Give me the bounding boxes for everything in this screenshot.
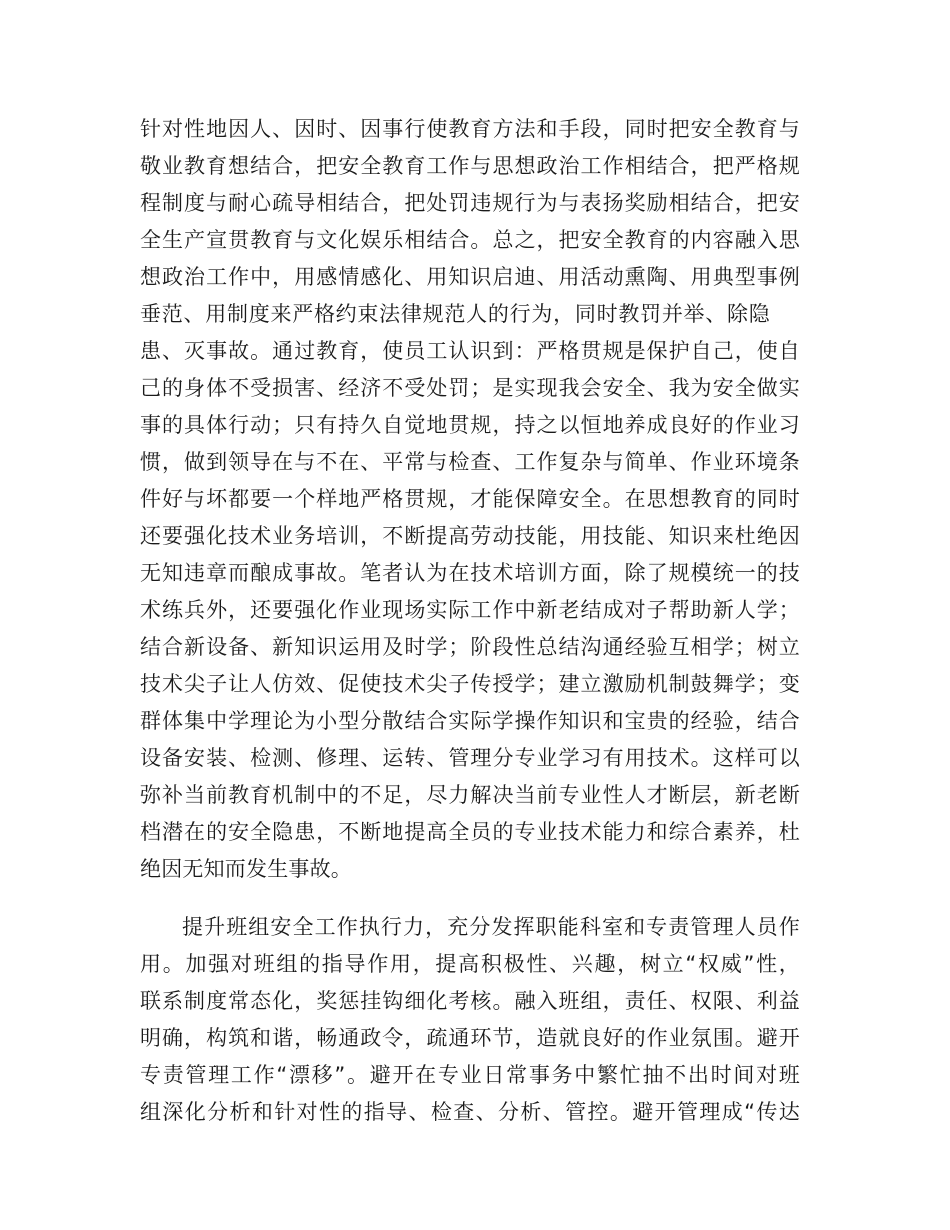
paragraph-1-line-5: 想政治工作中，用感情感化、用知识启迪、用活动熏陶、用典型事例 — [140, 265, 800, 289]
paragraph-2-line-1: 提升班组安全工作执行力，充分发挥职能科室和专责管理人员作 — [182, 915, 800, 939]
paragraph-2-line-5: 专责管理工作“漂移”。避开在专业日常事务中繁忙抽不出时间对班 — [140, 1063, 800, 1087]
paragraph-1-line-4: 全生产宣贯教育与文化娱乐相结合。总之，把安全教育的内容融入思 — [140, 228, 800, 252]
paragraph-1-line-7: 患、灭事故。通过教育，使员工认识到：严格贯规是保护自己，使自 — [140, 339, 800, 363]
paragraph-1-line-13: 无知违章而酿成事故。笔者认为在技术培训方面，除了规模统一的技 — [140, 561, 800, 585]
paragraph-1-line-10: 惯，做到领导在与不在、平常与检查、工作复杂与简单、作业环境条 — [140, 450, 800, 474]
paragraph-1-line-19: 弥补当前教育机制中的不足，尽力解决当前专业性人才断层，新老断 — [140, 783, 800, 807]
paragraph-1-line-17: 群体集中学理论为小型分散结合实际学操作知识和宝贵的经验，结合 — [140, 709, 800, 733]
paragraph-1-line-2: 敬业教育想结合，把安全教育工作与思想政治工作相结合，把严格规 — [140, 154, 800, 178]
paragraph-1-line-8: 己的身体不受损害、经济不受处罚；是实现我会安全、我为安全做实 — [140, 376, 800, 400]
paragraph-1-line-20: 档潜在的安全隐患，不断地提高全员的专业技术能力和综合素养，杜 — [140, 820, 800, 844]
paragraph-1-line-14: 术练兵外，还要强化作业现场实际工作中新老结成对子帮助新人学； — [140, 598, 800, 622]
paragraph-1-line-11: 件好与坏都要一个样地严格贯规，才能保障安全。在思想教育的同时 — [140, 487, 800, 511]
paragraph-2-line-2: 用。加强对班组的指导作用，提高积极性、兴趣，树立“权威”性， — [140, 952, 800, 976]
paragraph-1-line-21: 绝因无知而发生事故。 — [140, 857, 352, 881]
paragraph-1-line-16: 技术尖子让人仿效、促使技术尖子传授学；建立激励机制鼓舞学；变 — [140, 672, 800, 696]
paragraph-1-line-18: 设备安装、检测、修理、运转、管理分专业学习有用技术。这样可以 — [140, 746, 800, 770]
paragraph-2-line-3: 联系制度常态化，奖惩挂钩细化考核。融入班组，责任、权限、利益 — [140, 989, 800, 1013]
paragraph-1-line-9: 事的具体行动；只有持久自觉地贯规，持之以恒地养成良好的作业习 — [140, 413, 800, 437]
paragraph-1-line-12: 还要强化技术业务培训，不断提高劳动技能，用技能、知识来杜绝因 — [140, 524, 800, 548]
paragraph-1-line-1: 针对性地因人、因时、因事行使教育方法和手段，同时把安全教育与 — [140, 117, 800, 141]
paragraph-1-line-3: 程制度与耐心疏导相结合，把处罚违规行为与表扬奖励相结合，把安 — [140, 191, 800, 215]
paragraph-1-line-15: 结合新设备、新知识运用及时学；阶段性总结沟通经验互相学；树立 — [140, 635, 800, 659]
paragraph-2-line-4: 明确，构筑和谐，畅通政令，疏通环节，造就良好的作业氛围。避开 — [140, 1026, 800, 1050]
paragraph-1-line-6: 垂范、用制度来严格约束法律规范人的行为，同时教罚并举、除隐 — [140, 302, 770, 326]
paragraph-2-line-6: 组深化分析和针对性的指导、检查、分析、管控。避开管理成“传达 — [140, 1100, 800, 1124]
